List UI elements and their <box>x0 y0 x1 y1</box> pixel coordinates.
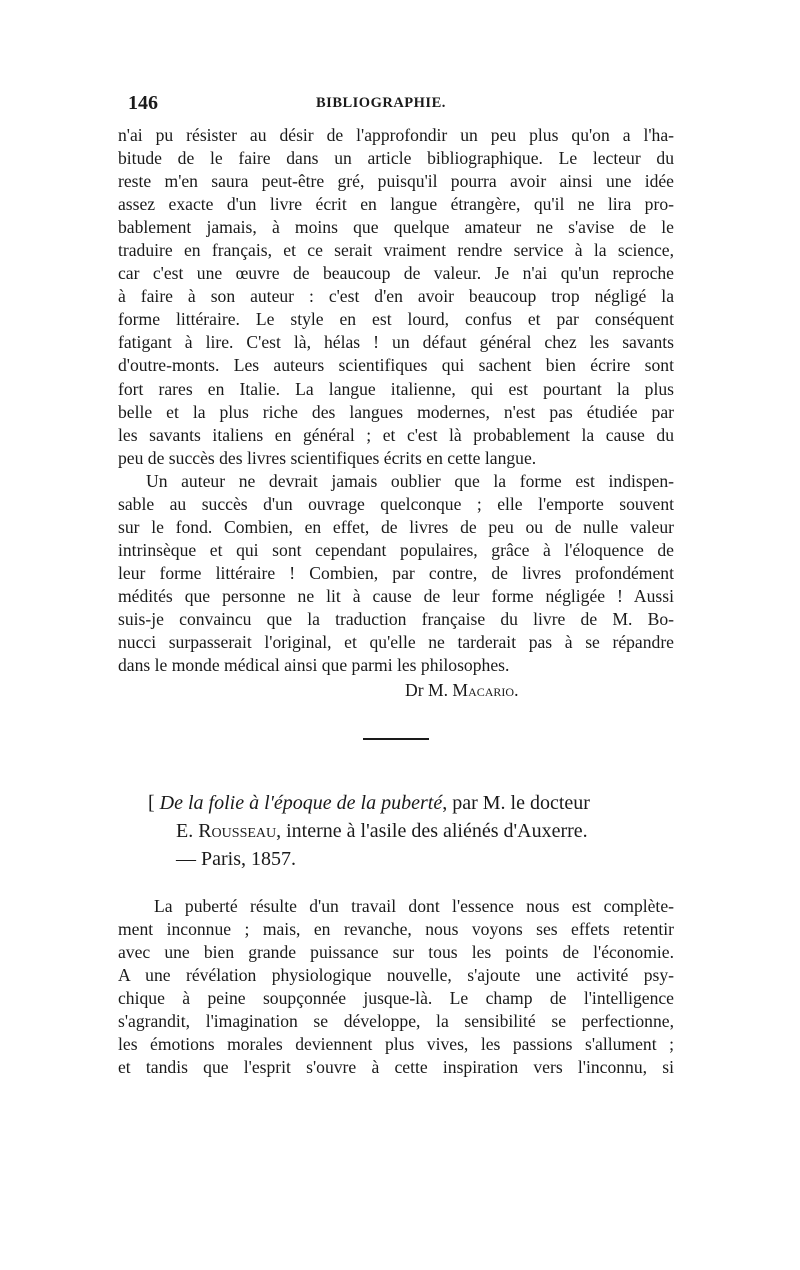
review-title-author-intro: , par M. le docteur <box>442 792 590 814</box>
text-line: les émotions morales deviennent plus vives, les passions s'allument ; <box>118 1034 674 1055</box>
text-line: sur le fond. Combien, en effet, de livres de peu ou de nulle valeur <box>118 517 674 538</box>
author-affiliation: , interne à l'asile des aliénés d'Auxerre. <box>276 820 588 842</box>
text-line: La puberté résulte d'un travail dont l'essence nous est complète- <box>154 896 674 916</box>
review-publication: — Paris, 1857. <box>176 848 296 870</box>
text-line: peu de succès des livres scientifiques écrits en cette langue. <box>118 447 537 468</box>
text-line: bitude de le faire dans un article bibliographique. Le lecteur du <box>118 148 674 169</box>
signature-name: Macario. <box>452 680 519 700</box>
signature-title: Dr M. <box>405 680 449 700</box>
page-number: 146 <box>128 92 158 114</box>
text-line: assez exacte d'un livre écrit en langue étrangère, qu'il ne lira pro- <box>118 194 674 215</box>
book-title: De la folie à l'époque de la puberté <box>159 792 443 814</box>
text-line: les savants italiens en général ; et c'est là probablement la cause du <box>118 424 674 445</box>
text-line: leur forme littéraire ! Combien, par contre, de livres profondément <box>118 563 674 584</box>
text-line: d'outre-monts. Les auteurs scientifiques qui sachent bien écrire sont <box>118 355 674 376</box>
running-head: BIBLIOGRAPHIE. <box>316 95 446 111</box>
text-line: forme littéraire. Le style en est lourd, confus et par conséquent <box>118 309 674 330</box>
bracket-mark: [ <box>148 792 155 814</box>
paragraph-continuation <box>118 124 674 470</box>
author-name: Rousseau <box>198 820 277 842</box>
text-line: belle et la plus riche des langues modernes, n'est pas étudiée par <box>118 401 674 422</box>
text-line: A une révélation physiologique nouvelle, s'ajoute une activité psy- <box>118 965 674 986</box>
text-line: bablement jamais, à moins que quelque amateur ne s'avise de le <box>118 217 674 238</box>
paragraph-puberty <box>118 895 674 1079</box>
text-line: médités que personne ne lit à cause de leur forme négligée ! Aussi <box>118 586 674 607</box>
text-line: intrinsèque et qui sont cependant populaires, grâce à l'éloquence de <box>118 540 674 561</box>
text-line: reste m'en saura peut-être gré, puisqu'il pourra avoir ainsi une idée <box>118 171 674 192</box>
text-line: Un auteur ne devrait jamais oublier que la forme est indispen- <box>146 471 674 491</box>
text-line: nucci surpasserait l'original, et qu'elle ne tarderait pas à se répandre <box>118 632 674 653</box>
text-line: et tandis que l'esprit s'ouvre à cette inspiration vers l'inconnu, si <box>118 1057 674 1078</box>
text-line: traduire en français, et ce serait vraiment rendre service à la science, <box>118 240 674 261</box>
text-line: chique à peine soupçonnée jusque-là. Le champ de l'intelligence <box>118 988 674 1009</box>
signature <box>405 680 518 701</box>
text-line: suis-je convaincu que la traduction française du livre de M. Bo- <box>118 609 674 630</box>
text-line: sable au succès d'un ouvrage quelconque ; elle l'emporte souvent <box>118 494 674 515</box>
text-line: fort rares en Italie. La langue italienne, qui est pourtant la plus <box>118 378 674 399</box>
text-line: n'ai pu résister au désir de l'approfondir un peu plus qu'on a l'ha- <box>118 125 674 145</box>
text-line: dans le monde médical ainsi que parmi les philosophes. <box>118 655 510 676</box>
text-line: fatigant à lire. C'est là, hélas ! un défaut général chez les savants <box>118 332 674 353</box>
paragraph-form <box>118 470 674 677</box>
author-initial: E. <box>176 820 194 842</box>
text-line: s'agrandit, l'imagination se développe, la sensibilité se perfectionne, <box>118 1011 674 1032</box>
text-line: avec une bien grande puissance sur tous les points de l'économie. <box>118 942 674 963</box>
review-title-line <box>148 817 678 845</box>
text-line: à faire à son auteur : c'est d'en avoir beaucoup trop négligé la <box>118 286 674 307</box>
page-header <box>128 92 673 120</box>
review-title <box>148 789 678 873</box>
text-line: ment inconnue ; mais, en revanche, nous voyons ses effets retentir <box>118 919 674 940</box>
text-line: car c'est une œuvre de beaucoup de valeur. Je n'ai qu'un reproche <box>118 263 674 284</box>
section-divider <box>363 738 429 740</box>
review-title-line <box>148 789 678 817</box>
